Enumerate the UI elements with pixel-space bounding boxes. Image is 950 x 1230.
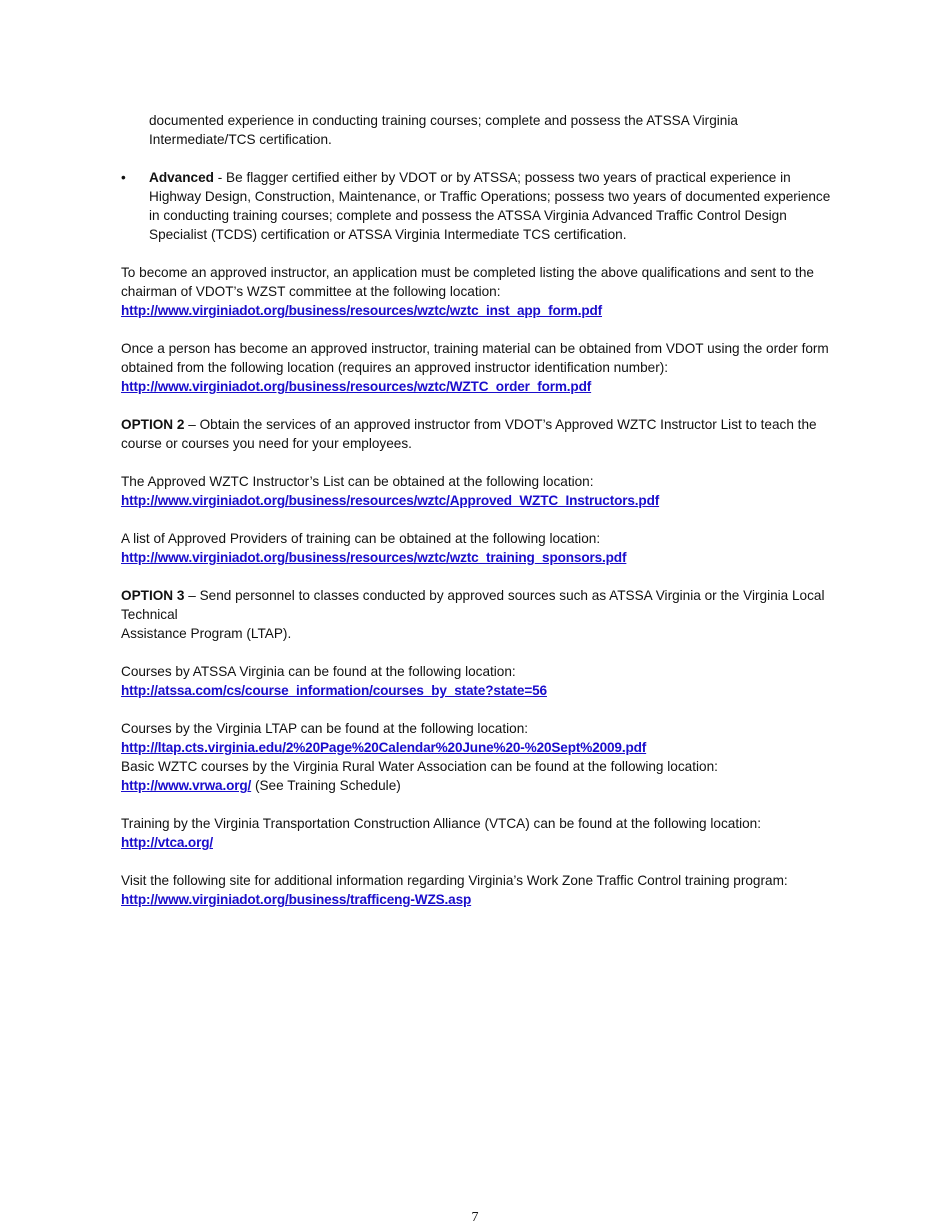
vtca-link[interactable]: http://vtca.org/ [121,835,213,850]
atssa-courses-text: Courses by ATSSA Virginia can be found at the following location: [121,664,516,679]
instructor-list-paragraph [121,472,841,510]
intermediate-continuation-text: documented experience in conducting training courses; complete and possess the ATSSA Virginia Intermediate/TCS certification. [149,113,738,147]
bullet-icon: • [121,170,126,185]
additional-info-link[interactable]: http://www.virginiadot.org/business/trafficeng-WZS.asp [121,892,472,907]
training-material-text: Once a person has become an approved instructor, training material can be obtained from VDOT using the order form obtained from the following location (requires an approved instructor identification number): [121,341,829,375]
option3-paragraph [121,586,841,643]
order-form-link[interactable]: http://www.virginiadot.org/business/resources/wztc/WZTC_order_form.pdf [121,379,592,394]
vtca-text: Training by the Virginia Transportation Construction Alliance (VTCA) can be found at the following location: [121,816,762,831]
instructor-application-paragraph [121,263,841,320]
option3-text-line2: Assistance Program (LTAP). [121,626,292,641]
additional-info-paragraph [121,871,841,909]
option3-label: OPTION 3 [121,588,185,603]
advanced-text: - Be flagger certified either by VDOT or by ATSSA; possess two years of practical experience in Highway Design, Construction, Maintenance, or Traffic Operations; possess two years of documented experience in conducting training courses; complete and possess the ATSSA Virginia Advanced Traffic Control Design Specialist (TCDS) certification or ATSSA Virginia Intermediate TCS certification. [149,170,831,242]
instructor-list-text: The Approved WZTC Instructor’s List can be obtained at the following location: [121,474,594,489]
ltap-courses-text: Courses by the Virginia LTAP can be found at the following location: [121,721,529,736]
page-number: 7 [471,1210,479,1225]
instructor-application-link[interactable]: http://www.virginiadot.org/business/resources/wztc/wztc_inst_app_form.pdf [121,303,603,318]
ltap-vrwa-paragraph [121,719,841,795]
advanced-label: Advanced [149,170,214,185]
training-material-paragraph [121,339,841,396]
instructor-list-link[interactable]: http://www.virginiadot.org/business/resources/wztc/Approved_WZTC_Instructors.pdf [121,493,660,508]
vrwa-link[interactable]: http://www.vrwa.org/ [121,778,252,793]
option2-text: – Obtain the services of an approved instructor from VDOT’s Approved WZTC Instructor List to teach the course or courses you need for your employees. [121,417,817,451]
atssa-courses-link[interactable]: http://atssa.com/cs/course_information/courses_by_state?state=56 [121,683,547,698]
ltap-courses-link[interactable]: http://ltap.cts.virginia.edu/2%20Page%20Calendar%20June%20-%20Sept%2009.pdf [121,740,647,755]
vrwa-courses-text: Basic WZTC courses by the Virginia Rural Water Association can be found at the following location: [121,759,718,774]
providers-list-paragraph [121,529,841,567]
instructor-application-text: To become an approved instructor, an application must be completed listing the above qualifications and sent to the chairman of VDOT’s WZST committee at the following location: [121,265,814,299]
option3-text-line1: – Send personnel to classes conducted by approved sources such as ATSSA Virginia or the Virginia Local Technical [121,588,825,622]
providers-list-link[interactable]: http://www.virginiadot.org/business/resources/wztc/wztc_training_sponsors.pdf [121,550,627,565]
providers-list-text: A list of Approved Providers of training can be obtained at the following location: [121,531,601,546]
option2-label: OPTION 2 [121,417,185,432]
vtca-paragraph [121,814,841,852]
advanced-bullet-item [121,168,841,244]
vrwa-suffix-text: (See Training Schedule) [251,778,401,793]
page-content [121,111,841,909]
additional-info-text: Visit the following site for additional information regarding Virginia’s Work Zone Traffic Control training program: [121,873,788,888]
option2-paragraph [121,415,841,453]
atssa-courses-paragraph [121,662,841,700]
